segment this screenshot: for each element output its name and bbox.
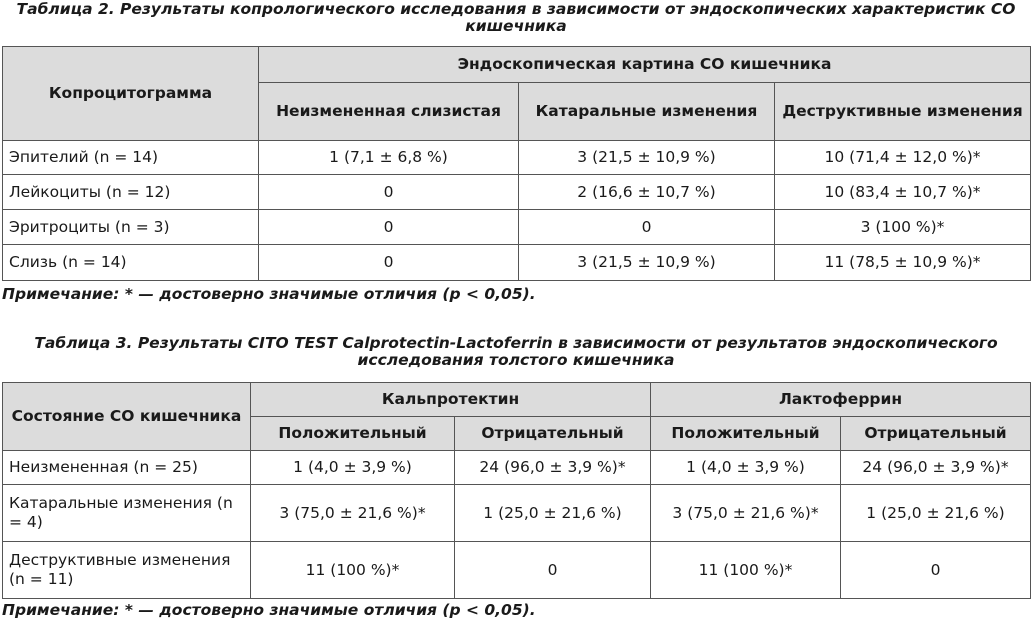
row-label: Неизмененная (n = 25) (3, 451, 251, 485)
table2-col-header: Деструктивные изменения (775, 83, 1031, 141)
table-cell: 3 (21,5 ± 10,9 %) (519, 245, 775, 281)
table-row (3, 141, 1031, 175)
table-row (3, 485, 1031, 542)
row-label: Слизь (n = 14) (3, 245, 259, 281)
table3-caption: Таблица 3. Результаты CITO TEST Calprotectin-Lactoferrin в зависимости от результатов эндоскопического исследования толстого кишечника (34, 334, 998, 369)
table-cell: 11 (100 %)* (651, 542, 841, 599)
table3 (2, 382, 1031, 599)
table3-group-header: Кальпротектин (251, 383, 651, 417)
table2 (2, 46, 1031, 281)
table-cell: 1 (7,1 ± 6,8 %) (259, 141, 519, 175)
row-label: Деструктивные изменения (n = 11) (3, 542, 251, 599)
table-cell: 1 (25,0 ± 21,6 %) (455, 485, 651, 542)
table-cell: 11 (100 %)* (251, 542, 455, 599)
table-cell: 3 (21,5 ± 10,9 %) (519, 141, 775, 175)
table-cell: 24 (96,0 ± 3,9 %)* (841, 451, 1031, 485)
table-cell: 0 (259, 245, 519, 281)
table-cell: 0 (259, 210, 519, 245)
table3-row-header: Состояние СО кишечника (3, 383, 251, 451)
table3-note: Примечание: * — достоверно значимые отличия (p < 0,05). (2, 601, 536, 619)
table2-caption: Таблица 2. Результаты копрологического исследования в зависимости от эндоскопических характеристик СО кишечника (16, 0, 1016, 35)
table-row (3, 245, 1031, 281)
table3-group-header: Лактоферрин (651, 383, 1031, 417)
row-label: Лейкоциты (n = 12) (3, 175, 259, 210)
table-row (3, 210, 1031, 245)
table-cell: 1 (25,0 ± 21,6 %) (841, 485, 1031, 542)
table3-col-header: Отрицательный (455, 417, 651, 451)
table-cell: 10 (83,4 ± 10,7 %)* (775, 175, 1031, 210)
table2-col-header: Катаральные изменения (519, 83, 775, 141)
table-cell: 3 (100 %)* (775, 210, 1031, 245)
table3-col-header: Положительный (651, 417, 841, 451)
row-label: Эритроциты (n = 3) (3, 210, 259, 245)
table2-row-header: Копроцитограмма (3, 47, 259, 141)
table-cell: 0 (841, 542, 1031, 599)
table-row (3, 175, 1031, 210)
table2-group-header: Эндоскопическая картина СО кишечника (259, 47, 1031, 83)
table-cell: 11 (78,5 ± 10,9 %)* (775, 245, 1031, 281)
table-row (3, 542, 1031, 599)
table-cell: 0 (519, 210, 775, 245)
table2-note: Примечание: * — достоверно значимые отличия (p < 0,05). (2, 285, 536, 303)
table-cell: 0 (259, 175, 519, 210)
table-cell: 24 (96,0 ± 3,9 %)* (455, 451, 651, 485)
table-cell: 3 (75,0 ± 21,6 %)* (651, 485, 841, 542)
table-cell: 1 (4,0 ± 3,9 %) (651, 451, 841, 485)
table-cell: 2 (16,6 ± 10,7 %) (519, 175, 775, 210)
table2-col-header: Неизмененная слизистая (259, 83, 519, 141)
table-cell: 3 (75,0 ± 21,6 %)* (251, 485, 455, 542)
table3-col-header: Положительный (251, 417, 455, 451)
table-row (3, 451, 1031, 485)
table-cell: 10 (71,4 ± 12,0 %)* (775, 141, 1031, 175)
table-cell: 1 (4,0 ± 3,9 %) (251, 451, 455, 485)
row-label: Катаральные изменения (n = 4) (3, 485, 251, 542)
row-label: Эпителий (n = 14) (3, 141, 259, 175)
table-cell: 0 (455, 542, 651, 599)
table3-col-header: Отрицательный (841, 417, 1031, 451)
